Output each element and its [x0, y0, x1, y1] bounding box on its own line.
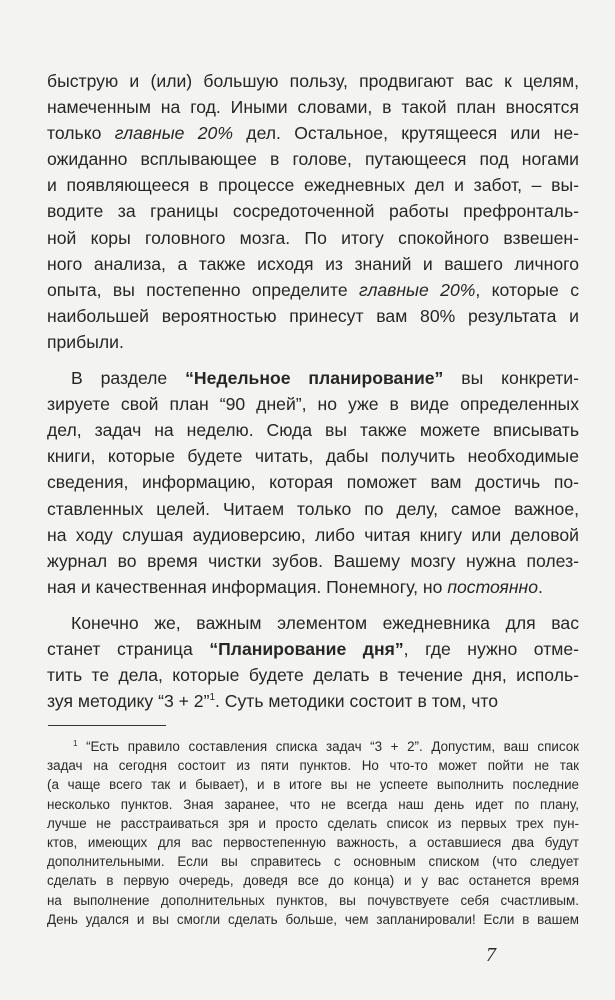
text-run: прибыли. [47, 331, 124, 352]
text-run: книги, которые будете читать, дабы получить необходимые [47, 446, 579, 467]
paragraph [47, 365, 579, 600]
text-run: лучше не расстраиваться зря и просто сделать список из первых трех пун- [47, 815, 579, 831]
paragraph [47, 610, 579, 714]
text-line [47, 303, 579, 329]
footnote-marker: 1 [73, 739, 78, 748]
footnote-line [47, 756, 579, 775]
text-line [47, 94, 579, 120]
text-run: В разделе [71, 368, 186, 389]
footnote-line [47, 814, 579, 833]
text-run: тить те дела, которые будете делать в течение дня, исполь- [47, 665, 579, 686]
text-line [47, 251, 579, 277]
text-line [47, 496, 579, 522]
text-line [47, 172, 579, 198]
text-line [47, 574, 579, 600]
text-line [47, 548, 579, 574]
text-line [47, 443, 579, 469]
italic-emphasis: постоянно [447, 576, 538, 597]
text-line [47, 198, 579, 224]
text-line [47, 277, 579, 303]
text-run: сделать в первую очередь, доведя все до конца) и у вас останется время [47, 873, 579, 889]
text-run: “Есть правило составления списка задач “3 + 2”. Допустим, ваш список [77, 739, 579, 754]
text-run: водите за границы сосредоточенной работы префронталь- [47, 201, 579, 222]
text-run: сведения, информацию, которая поможет вам достичь по- [47, 472, 579, 493]
footnote-line [47, 737, 579, 756]
text-run: журнал во время чистки зубов. Вашему мозгу нужна полез- [47, 550, 579, 571]
text-run: дел, задач на неделю. Сюда вы также можете вписывать [47, 420, 579, 441]
text-run: ная и качественная информация. Понемногу, но [47, 576, 448, 597]
footnote-line [47, 795, 579, 814]
text-line [47, 469, 579, 495]
text-run: ктов, имеющих для вас первостепенную важность, а оставшиеся два будут [47, 835, 579, 851]
text-run: . Суть методики состоит в том, что [215, 691, 499, 712]
text-run: на выполнение дополнительных пунктов, вы почувствуете себя счастливым. [47, 892, 579, 908]
text-line [47, 365, 579, 391]
text-run: и появляющееся в процессе ежедневных дел и забот, – вы- [47, 175, 579, 196]
text-run: ставленных целей. Читаем только по делу, самое важное, [47, 498, 579, 519]
footnote-line [47, 891, 579, 910]
bold-section-name: “Недельное планирование” [185, 368, 444, 389]
text-run: вы конкрети- [443, 368, 579, 389]
page-number: 7 [486, 944, 496, 966]
text-run: зуя методику “3 + 2” [47, 691, 210, 712]
footnote-line [47, 852, 579, 871]
italic-emphasis: главные 20% [114, 123, 233, 144]
text-run: зируете свой план “90 дней”, но уже в виде определенных [47, 394, 579, 415]
paragraph [47, 68, 579, 355]
text-run: . [537, 576, 543, 597]
text-run: станет страница [47, 638, 210, 659]
text-line [47, 329, 579, 355]
text-run: намеченным на год. Иными словами, в такой план вносятся [47, 97, 579, 118]
text-line [47, 120, 579, 146]
text-line [47, 68, 579, 94]
text-run: быструю и (или) большую пользу, продвигают вас к целям, [47, 71, 579, 91]
text-run: ной коры головного мозга. По итогу спокойного взвешен- [47, 227, 579, 248]
text-line [47, 522, 579, 548]
footnote-line [47, 775, 579, 794]
footnote-separator [48, 725, 166, 726]
text-line [47, 146, 579, 172]
text-run: задач на сегодня состоит из пяти пунктов. Но что-то может пойти не так [47, 758, 579, 774]
text-run: День удался и вы смогли сделать больше, чем запланировали! Если в вашем [47, 911, 579, 927]
footnote-line [47, 833, 579, 852]
main-text [47, 68, 579, 714]
text-run: , которые с [475, 279, 579, 300]
footnote-line [47, 910, 579, 929]
italic-emphasis: главные 20% [359, 279, 476, 300]
text-run: Конечно же, важным элементом ежедневника для вас [71, 612, 579, 633]
bold-section-name: “Планирование дня” [209, 638, 404, 659]
text-run: (а чаще всего так и бывает), и в итоге вы не успеете выполнить последние [47, 777, 579, 793]
text-line [47, 688, 579, 714]
text-run: ного анализа, а также исходя из знаний и вашего личного [47, 253, 579, 274]
text-run: дел. Остальное, крутящееся или не- [233, 123, 579, 144]
text-run: опыта, вы постепенно определите [47, 279, 359, 300]
footnote-line [47, 871, 579, 890]
text-line [47, 417, 579, 443]
text-line [47, 610, 579, 636]
footnote-marker: 1 [209, 692, 216, 704]
text-run: ожиданно всплывающее в голове, путающееся под ногами [47, 149, 579, 170]
text-run: на ходу слушая аудиоверсию, либо читая книгу или деловой [47, 524, 579, 545]
text-line [47, 225, 579, 251]
text-line [47, 636, 579, 662]
text-run: несколько пунктов. Зная заранее, что не всегда наш день идет по плану, [47, 796, 579, 812]
text-run: дополнительными. Если вы справитесь с основным списком (что следует [47, 854, 579, 870]
text-run: наибольшей вероятностью принесут вам 80% результата и [47, 305, 579, 326]
text-line [47, 662, 579, 688]
footnote [47, 737, 579, 929]
text-line [47, 391, 579, 417]
text-run: только [47, 123, 115, 144]
text-run: , где нужно отме- [403, 638, 579, 659]
